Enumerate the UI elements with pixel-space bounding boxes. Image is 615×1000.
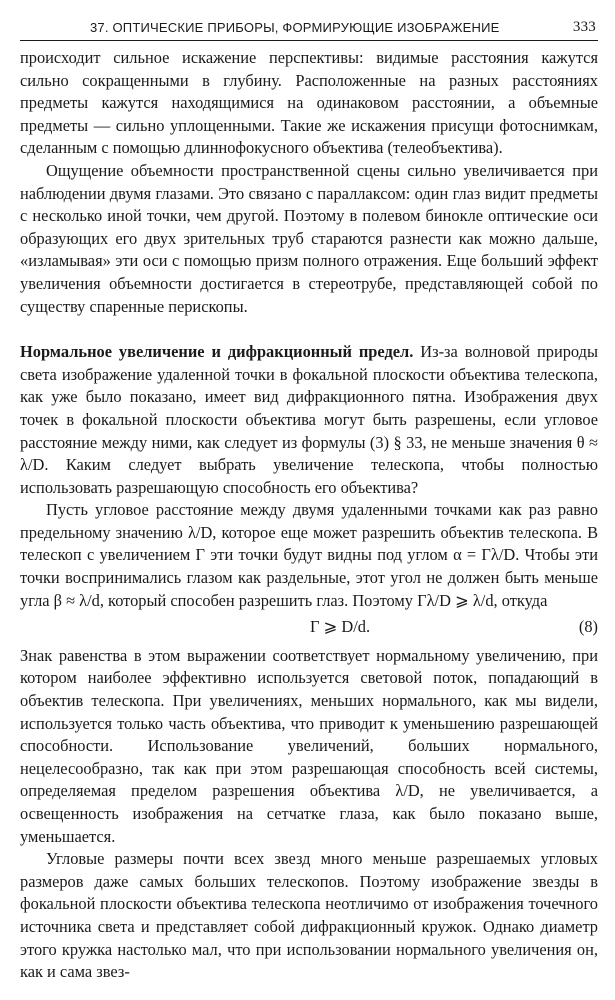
paragraph-5: Знак равенства в этом выражении соответствует нормальному увеличению, при котором наиболее эффективно используется световой поток, попадающий в объектив телескопа. При увеличениях, меньших нормального, как мы видели, используется только часть объектива, что приводит к уменьшению разрешающей способности. Использование увеличений, больших нормального, нецелесообразно, так как при этом разрешающая способность всей системы, определяемая пределом разрешения объектива λ/D, не увеличивается, а освещенность изображения на сетчатке глаза, как было показано выше, уменьшается. [20, 645, 598, 846]
book-page [20, 14, 598, 984]
page-body [20, 47, 598, 984]
section-heading: Нормальное увеличение и дифракционный предел. [20, 342, 414, 362]
paragraph-1: происходит сильное искажение перспективы: видимые расстояния кажутся сильно сокращенными в глубину. Расположенные на разных расстояниях предметы кажутся находящимися на одинаковом расстоянии, а объемные предметы — сильно уплощенными. Такие же искажения присущи фотоснимкам, сделанным с помощью длиннофокусного объектива (телеобъектива). [20, 48, 598, 158]
paragraph-4: Пусть угловое расстояние между двумя удаленными точками как раз равно предельному значению λ/D, которое еще может разрешить объектив телескопа. В телескоп с увеличением Γ эти точки будут видны под углом α = Γλ/D. Чтобы эти точки воспринимались глазом как раздельные, этот угол не должен быть меньше угла β ≈ λ/d, который способен разрешить глаз. Поэтому Γλ/D ⩾ λ/d, откуда [20, 500, 598, 610]
formula-number: (8) [578, 617, 598, 637]
formula-line [20, 616, 598, 639]
paragraph-2: Ощущение объемности пространственной сцены сильно увеличивается при наблюдении двумя глазами. Это связано с параллаксом: один глаз видит предметы с несколько иной точки, чем другой. Поэтому в полевом бинокле оптические оси образующих его двух зрительных труб стараются разнести как можно дальше, «изламывая» эти оси с помощью призм полного отражения. Еще больший эффект увеличения объемности достигается в стереотрубе, представляющей собой по существу спаренные перископы. [20, 160, 598, 316]
running-header [20, 14, 598, 41]
chapter-title: 37. ОПТИЧЕСКИЕ ПРИБОРЫ, ФОРМИРУЮЩИЕ ИЗОБРАЖЕНИЕ [90, 20, 500, 35]
section-paragraph [20, 341, 598, 499]
formula: Γ ⩾ D/d. [309, 617, 371, 637]
page-number: 333 [572, 19, 596, 35]
section-paragraph-text: Из-за волновой природы света изображение удаленной точки в фокальной плоскости объектива телескопа, как уже было показано, имеет вид дифракционного пятна. Изображения двух точек в фокальной плоскости объектива могут быть разрешены, если угловое расстояние между ними, как следует из формулы (3) § 33, не меньше значения θ ≈ λ/D. Каким следует выбрать увеличение телескопа, чтобы полностью использовать разрешающую способность его объектива? [20, 342, 598, 497]
paragraph-6: Угловые размеры почти всех звезд много меньше разрешаемых угловых размеров даже самых больших телескопов. Поэтому изображение звезды в фокальной плоскости объектива телескопа неотличимо от изображения точечного источника света и представляет собой дифракционный кружок. Однако диаметр этого кружка настолько мал, что при использовании нормального увеличения он, как и сама звез- [20, 849, 598, 982]
